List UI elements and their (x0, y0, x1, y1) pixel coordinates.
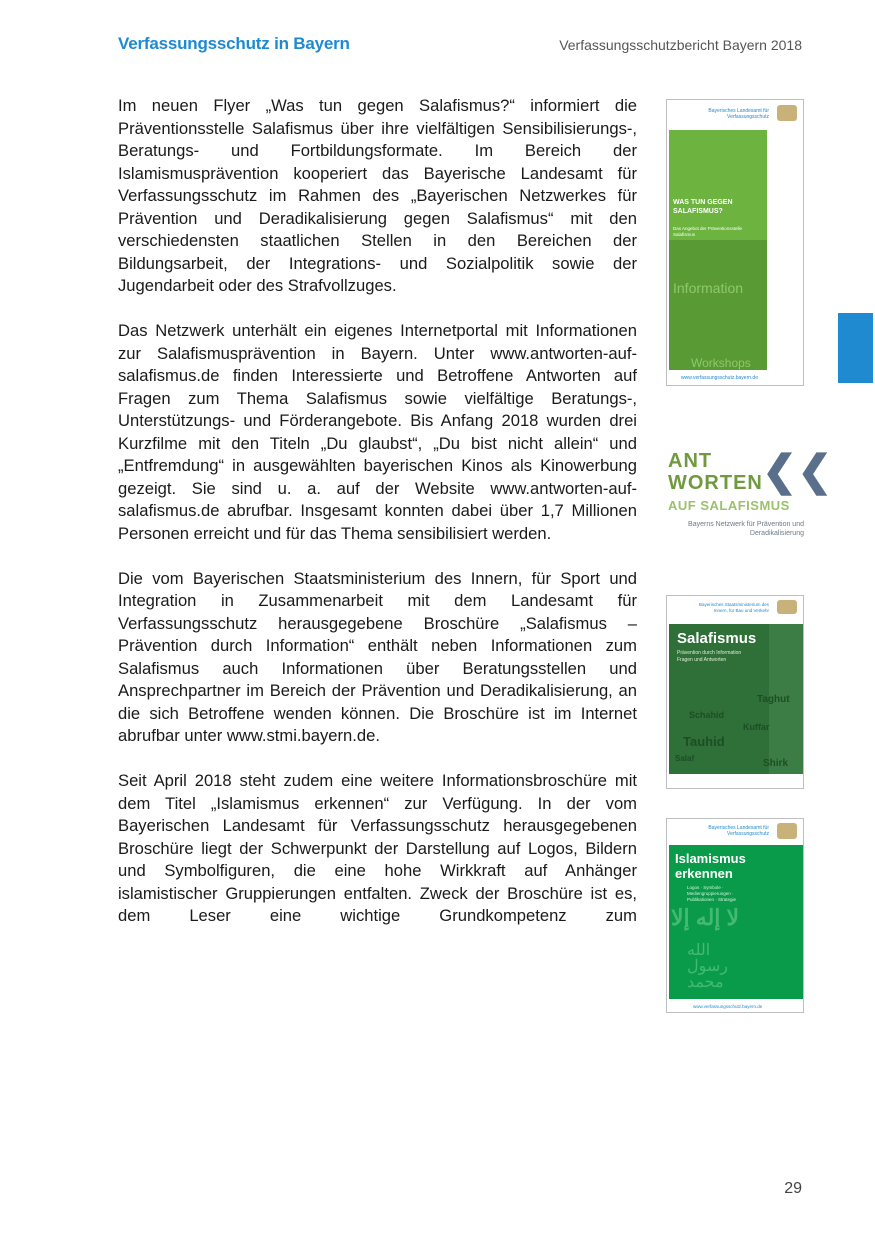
brochure-salafismus-thumbnail (666, 595, 804, 789)
brochure-title: Islamismus erkennen (675, 851, 746, 881)
body-text (118, 95, 637, 950)
cover-arabic-script: الله رسول محمد (687, 942, 729, 991)
paragraph: Das Netzwerk unterhält ein eigenes Internetportal mit Informationen zur Salafismusprävention in Bayern. Unter www.antworten-auf-salafismus.de finden Interessierte und Betroffene Antworten auf Fragen zum Thema Salafismus sowie vielfältige Beratungs-, Unterstützungs- und Förderangebote. Bis Anfang 2018 wurden drei Kurzfilme mit den Titeln „Du glaubst“, „Du bist nicht allein“ und „Entfremdung“ in ausgewählten bayerischen Kinos als Kinowerbung gezeigt. Sie sind u. a. auf der Website www.antworten-auf-salafismus.de abrufbar. Insgesamt konnten dabei über 1,7 Millionen Personen erreicht und für das Thema sensibilisiert werden. (118, 321, 637, 543)
cover-word: Tauhid (683, 734, 725, 749)
paragraph: Im neuen Flyer „Was tun gegen Salafismus?“ informiert die Präventionsstelle Salafismus über ihre vielfältigen Sensibilisierungs-, Beratungs- und Fortbildungsformate. Im Bereich der Islamismusprävention kooperiert das Bayerische Landesamt für Verfassungsschutz im Rahmen des „Bayerischen Netzwerkes für Prävention und Deradikalisierung gegen Salafismus“ mit den verschiedensten staatlichen Stellen in den Bereichen der Bildungsarbeit, der Integrations- und Sozialpolitik sowie der Jugendarbeit oder des Strafvollzuges. (118, 96, 637, 295)
cover-word: Schahid (689, 710, 725, 720)
brochure-title: Salafismus (677, 630, 757, 647)
brochure-subtitle: Prävention durch Information Fragen und Antworten (677, 650, 742, 663)
antworten-auf-salafismus-logo (666, 447, 833, 545)
bavarian-crest-icon (777, 600, 797, 614)
paragraph: Seit April 2018 steht zudem eine weitere Informationsbroschüre mit dem Titel „Islamismus erkennen“ zur Verfügung. In der vom Bayerischen Landesamt für Verfassungsschutz herausgegebenen Broschüre liegt der Schwerpunkt der Darstellung auf Logos, Bildern und Symbolfiguren, die eine hohe Wirkkraft auf Anhänger islamistischer Gruppierungen entfalten. Zweck der Broschüre ist es, dem Leser eine wichtige Grundkompetenz zum (118, 771, 637, 925)
logo-text-line: ANT (668, 450, 713, 472)
flyer-watermark-word: Information (673, 280, 744, 296)
brochure-institution: Bayerisches Landesamt für Verfassungsschutz (708, 825, 769, 837)
flyer-institution: Bayerisches Landesamt für Verfassungsschutz (708, 108, 769, 120)
bavarian-crest-icon (777, 823, 797, 839)
flyer-subtitle: Das Angebot der Präventionsstelle Salafismus (673, 226, 743, 237)
brochure-islamismus-thumbnail (666, 818, 804, 1013)
flyer-cover-panel (669, 130, 767, 370)
logo-text-line: AUF SALAFISMUS (668, 498, 790, 513)
brochure-institution: Bayerisches Staatsministerium des Innern, für Bau und Verkehr (698, 602, 769, 613)
brochure-cover-panel (669, 624, 803, 774)
cover-word: Shirk (763, 758, 789, 769)
cover-word: Salaf (675, 754, 695, 763)
brochure-cover-panel (669, 845, 803, 999)
cover-word: Kuffar (743, 722, 770, 732)
cover-word: Taghut (757, 694, 790, 705)
brochure-topic-list: Logos · Symbole · Mediengruppierungen · Publikationen · Strategie (687, 885, 737, 902)
running-header-report: Verfassungsschutzbericht Bayern 2018 (559, 37, 802, 53)
flyer-url: www.verfassungsschutz.bayern.de (681, 375, 758, 381)
flyer-thumbnail (666, 99, 804, 386)
paragraph: Die vom Bayerischen Staatsministerium des Innern, für Sport und Integration in Zusammenarbeit mit dem Landesamt für Verfassungsschutz herausgegebene Broschüre „Salafismus – Prävention durch Information“ enthält neben Informationen zum Salafismus auch Informationen über Beratungsstellen und Ansprechpartner im Bereich der Prävention und Deradikalisierung, an die sich Betroffene wenden können. Die Broschüre ist im Internet abrufbar unter www.stmi.bayern.de. (118, 568, 637, 745)
chevron-left-icon: ❮❮ (762, 447, 833, 494)
logo-caption: Bayerns Netzwerk für Prävention und Deradikalisierung (688, 521, 804, 537)
chapter-tab-marker (838, 313, 873, 383)
flyer-cover-photo (669, 240, 767, 370)
brochure-url: www.verfassungsschutz.bayern.de (693, 1004, 763, 1009)
page-number: 29 (784, 1180, 802, 1197)
bavarian-crest-icon (777, 105, 797, 121)
cover-arabic-script: ﻻ ﺇﻟﻪ ﺇﻻ (671, 905, 740, 930)
running-header-section: Verfassungsschutz in Bayern (118, 34, 350, 53)
flyer-watermark-word: Workshops (691, 356, 751, 370)
flyer-title: WAS TUN GEGEN SALAFISMUS? (673, 199, 733, 215)
logo-text-line: WORTEN (668, 472, 763, 494)
